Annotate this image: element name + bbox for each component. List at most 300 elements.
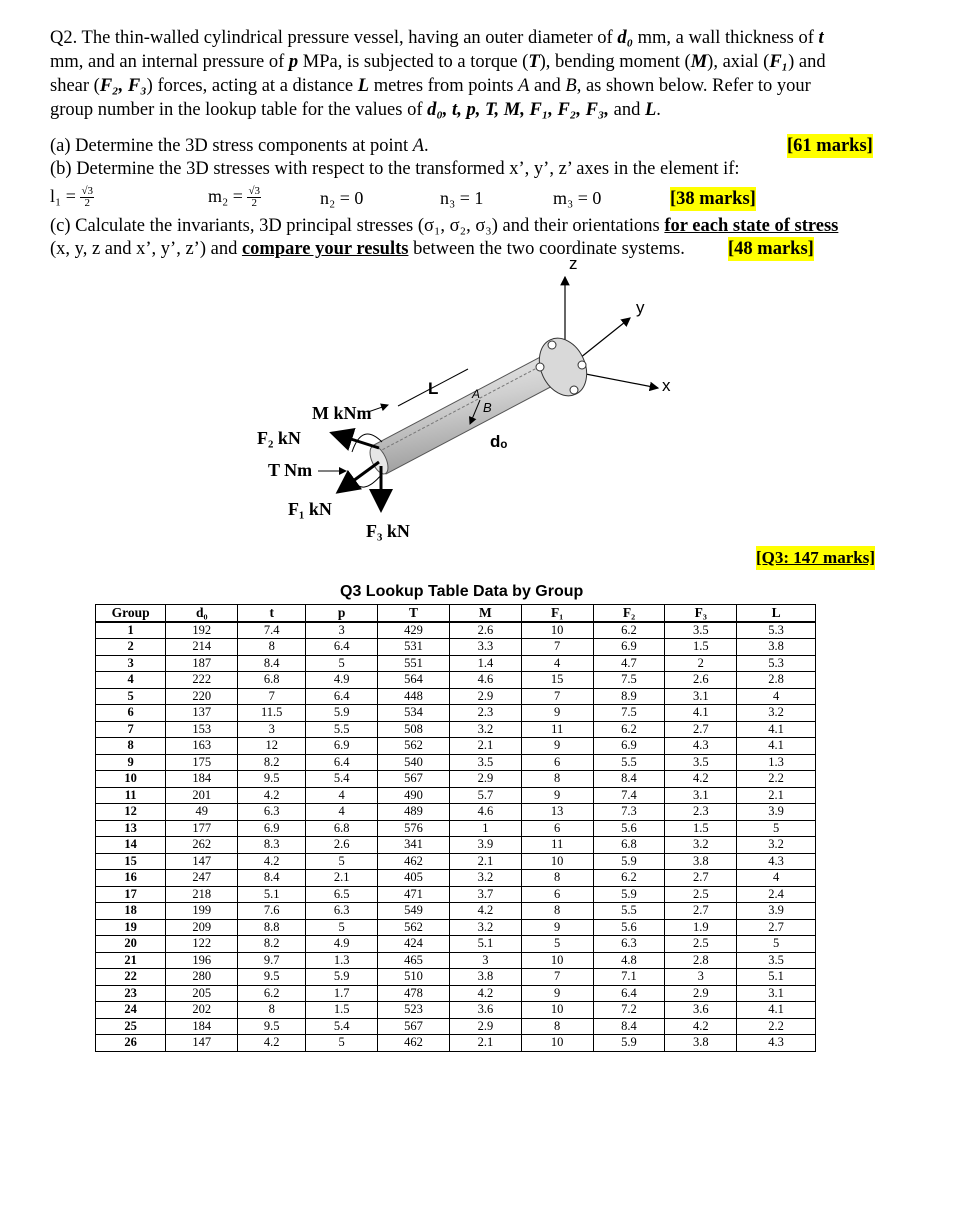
table-header-cell: d₀ [166, 605, 238, 622]
table-row [96, 705, 816, 722]
table-cell: 3.6 [449, 1002, 521, 1019]
group-number-cell: 5 [96, 688, 166, 705]
table-cell: 10 [521, 1002, 593, 1019]
table-cell: 3.2 [737, 837, 816, 854]
table-cell: 562 [378, 919, 450, 936]
table-cell: 8 [521, 1018, 593, 1035]
table-cell: 6.9 [593, 639, 665, 656]
table-cell: 6.3 [238, 804, 306, 821]
table-cell: 4.7 [593, 655, 665, 672]
table-cell: 4.2 [238, 853, 306, 870]
table-cell: 5.1 [737, 969, 816, 986]
table-cell: 192 [166, 622, 238, 639]
table-cell: 2.4 [737, 886, 816, 903]
table-cell: 4.9 [306, 672, 378, 689]
table-cell: 5 [306, 1035, 378, 1052]
table-cell: 1.5 [306, 1002, 378, 1019]
group-number-cell: 3 [96, 655, 166, 672]
table-cell: 2.7 [737, 919, 816, 936]
table-cell: 5 [306, 655, 378, 672]
table-title: Q3 Lookup Table Data by Group [340, 583, 584, 600]
table-cell: 1.7 [306, 985, 378, 1002]
table-cell: 448 [378, 688, 450, 705]
table-cell: 5.1 [238, 886, 306, 903]
table-cell: 10 [521, 622, 593, 639]
table-cell: 2.6 [665, 672, 737, 689]
table-cell: 2.3 [665, 804, 737, 821]
vessel-tube [372, 354, 560, 474]
table-cell: 214 [166, 639, 238, 656]
table-cell: 3.8 [665, 853, 737, 870]
table-cell: 3.5 [737, 952, 816, 969]
table-header-cell: Group [96, 605, 166, 622]
question-intro-line-2: mm, and an internal pressure of p MPa, is subjected to a torque (T), bending moment (M), axial (F₁) and [50, 52, 826, 72]
table-cell: 9 [521, 787, 593, 804]
table-cell: 2 [665, 655, 737, 672]
table-row [96, 672, 816, 689]
table-cell: 4.3 [665, 738, 737, 755]
bolt-hole [548, 341, 556, 349]
table-cell: 1.4 [449, 655, 521, 672]
table-cell: 187 [166, 655, 238, 672]
table-cell: 11 [521, 721, 593, 738]
group-number-cell: 4 [96, 672, 166, 689]
group-number-cell: 25 [96, 1018, 166, 1035]
group-number-cell: 19 [96, 919, 166, 936]
table-cell: 3.2 [449, 721, 521, 738]
question-intro-line-3: shear (F₂, F₃) forces, acting at a distance L metres from points A and B, as shown below. Refer to your [50, 76, 811, 96]
table-cell: 7.4 [238, 622, 306, 639]
table-cell: 5.4 [306, 1018, 378, 1035]
table-row [96, 936, 816, 953]
table-cell: 471 [378, 886, 450, 903]
f1-arrow [338, 462, 379, 492]
table-cell: 6.3 [593, 936, 665, 953]
table-cell: 196 [166, 952, 238, 969]
table-cell: 6.8 [593, 837, 665, 854]
table-cell: 3.1 [737, 985, 816, 1002]
table-cell: 6.9 [238, 820, 306, 837]
table-cell: 3.5 [665, 622, 737, 639]
table-cell: 2.1 [449, 738, 521, 755]
table-cell: 5.9 [306, 969, 378, 986]
table-cell: 2.3 [449, 705, 521, 722]
table-cell: 5.6 [593, 820, 665, 837]
table-cell: 7 [521, 688, 593, 705]
table-cell: 9 [521, 919, 593, 936]
table-cell: 205 [166, 985, 238, 1002]
table-cell: 7 [238, 688, 306, 705]
table-cell: 6.5 [306, 886, 378, 903]
table-cell: 7 [521, 969, 593, 986]
table-cell: 8.8 [238, 919, 306, 936]
group-number-cell: 11 [96, 787, 166, 804]
table-cell: 5.4 [306, 771, 378, 788]
table-cell: 2.9 [449, 771, 521, 788]
table-cell: 4.1 [737, 1002, 816, 1019]
table-cell: 4.1 [737, 721, 816, 738]
table-cell: 5.6 [593, 919, 665, 936]
group-number-cell: 1 [96, 622, 166, 639]
table-cell: 551 [378, 655, 450, 672]
table-cell: 2.5 [665, 886, 737, 903]
table-cell: 8.2 [238, 754, 306, 771]
table-cell: 247 [166, 870, 238, 887]
table-cell: 5.9 [306, 705, 378, 722]
group-number-cell: 16 [96, 870, 166, 887]
length-label: L [428, 379, 439, 398]
table-header-cell: M [449, 605, 521, 622]
table-cell: 3.9 [737, 903, 816, 920]
table-cell: 5.9 [593, 1035, 665, 1052]
table-cell: 534 [378, 705, 450, 722]
q3-marks: [Q3: 147 marks] [756, 546, 875, 570]
table-cell: 4.1 [737, 738, 816, 755]
table-cell: 4.2 [238, 1035, 306, 1052]
table-cell: 3.8 [665, 1035, 737, 1052]
group-number-cell: 17 [96, 886, 166, 903]
table-cell: 6.2 [238, 985, 306, 1002]
table-cell: 4.9 [306, 936, 378, 953]
table-cell: 5.9 [593, 886, 665, 903]
table-cell: 465 [378, 952, 450, 969]
table-cell: 2.2 [737, 771, 816, 788]
group-number-cell: 15 [96, 853, 166, 870]
table-cell: 122 [166, 936, 238, 953]
table-cell: 4.2 [665, 1018, 737, 1035]
table-cell: 8.4 [593, 1018, 665, 1035]
bolt-hole [536, 363, 544, 371]
table-cell: 10 [521, 853, 593, 870]
table-cell: 2.8 [737, 672, 816, 689]
lookup-table [95, 604, 816, 1052]
table-cell: 7.5 [593, 672, 665, 689]
table-cell: 1.5 [665, 820, 737, 837]
table-cell: 6 [521, 754, 593, 771]
table-cell: 15 [521, 672, 593, 689]
table-row [96, 738, 816, 755]
table-row [96, 870, 816, 887]
table-header-cell: F₁ [521, 605, 593, 622]
point-b-label: B [483, 400, 492, 415]
table-cell: 3.2 [665, 837, 737, 854]
table-cell: 1 [449, 820, 521, 837]
group-number-cell: 26 [96, 1035, 166, 1052]
group-number-cell: 10 [96, 771, 166, 788]
table-row [96, 721, 816, 738]
table-row [96, 787, 816, 804]
table-cell: 5.5 [593, 754, 665, 771]
table-cell: 8 [521, 771, 593, 788]
group-number-cell: 7 [96, 721, 166, 738]
table-cell: 3 [665, 969, 737, 986]
y-axis-label: y [636, 298, 645, 317]
table-cell: 3.8 [737, 639, 816, 656]
table-cell: 7.4 [593, 787, 665, 804]
table-cell: 508 [378, 721, 450, 738]
table-header-cell: F₂ [593, 605, 665, 622]
table-row [96, 985, 816, 1002]
table-cell: 2.7 [665, 721, 737, 738]
table-cell: 7.2 [593, 1002, 665, 1019]
group-number-cell: 12 [96, 804, 166, 821]
table-cell: 2.2 [737, 1018, 816, 1035]
table-body [96, 622, 816, 1052]
table-cell: 9.5 [238, 771, 306, 788]
table-cell: 4.6 [449, 672, 521, 689]
table-row [96, 771, 816, 788]
group-number-cell: 23 [96, 985, 166, 1002]
table-cell: 4.2 [238, 787, 306, 804]
table-cell: 10 [521, 1035, 593, 1052]
table-cell: 405 [378, 870, 450, 887]
table-cell: 2.5 [665, 936, 737, 953]
table-cell: 429 [378, 622, 450, 639]
table-cell: 280 [166, 969, 238, 986]
table-cell: 6.9 [306, 738, 378, 755]
m2-fraction: $\frac{√3}{2}$ [248, 185, 260, 210]
table-cell: 2.9 [449, 688, 521, 705]
table-cell: 4.2 [665, 771, 737, 788]
table-cell: 2.7 [665, 903, 737, 920]
table-cell: 6.8 [306, 820, 378, 837]
table-cell: 5 [306, 919, 378, 936]
table-cell: 3 [238, 721, 306, 738]
group-number-cell: 8 [96, 738, 166, 755]
table-cell: 3.5 [449, 754, 521, 771]
table-cell: 3.5 [665, 754, 737, 771]
table-cell: 201 [166, 787, 238, 804]
table-cell: 5.9 [593, 853, 665, 870]
table-cell: 4.8 [593, 952, 665, 969]
table-cell: 5.3 [737, 622, 816, 639]
part-a-text: (a) Determine the 3D stress components at point A. [50, 136, 429, 156]
table-cell: 6.3 [306, 903, 378, 920]
table-row [96, 639, 816, 656]
table-cell: 2.9 [665, 985, 737, 1002]
table-cell: 3.2 [449, 870, 521, 887]
n3-cosine: n₃ = 1 [440, 188, 484, 208]
table-cell: 6 [521, 820, 593, 837]
f2-label: F₂ kN [257, 428, 301, 448]
table-cell: 3.2 [449, 919, 521, 936]
table-cell: 540 [378, 754, 450, 771]
table-cell: 3.1 [665, 787, 737, 804]
table-cell: 5.5 [306, 721, 378, 738]
table-cell: 6.2 [593, 870, 665, 887]
table-cell: 6.4 [306, 688, 378, 705]
bolt-hole [578, 361, 586, 369]
table-row [96, 1018, 816, 1035]
diameter-label: dₒ [490, 432, 508, 451]
table-cell: 5.5 [593, 903, 665, 920]
table-cell: 12 [238, 738, 306, 755]
table-cell: 510 [378, 969, 450, 986]
table-cell: 2.1 [449, 853, 521, 870]
moment-label: M kNm [312, 403, 372, 423]
table-cell: 489 [378, 804, 450, 821]
table-header-row [96, 605, 816, 622]
table-header-cell: T [378, 605, 450, 622]
table-row [96, 655, 816, 672]
table-cell: 6.4 [306, 639, 378, 656]
table-row [96, 754, 816, 771]
group-number-cell: 9 [96, 754, 166, 771]
part-c-line-1: (c) Calculate the invariants, 3D principal stresses (σ₁, σ₂, σ₃) and their orientations for each state of stress [50, 216, 839, 236]
table-cell: 2.1 [737, 787, 816, 804]
table-cell: 4 [306, 804, 378, 821]
table-cell: 10 [521, 952, 593, 969]
table-cell: 147 [166, 853, 238, 870]
group-number-cell: 22 [96, 969, 166, 986]
table-cell: 8 [238, 1002, 306, 1019]
table-cell: 137 [166, 705, 238, 722]
table-cell: 9.5 [238, 969, 306, 986]
table-cell: 2.6 [306, 837, 378, 854]
part-b-text: (b) Determine the 3D stresses with respect to the transformed x’, y’, z’ axes in the element if: [50, 159, 740, 179]
table-cell: 5.1 [449, 936, 521, 953]
table-cell: 7.3 [593, 804, 665, 821]
table-cell: 6.2 [593, 622, 665, 639]
f3-label: F₃ kN [366, 521, 410, 541]
z-axis-label: z [569, 254, 578, 273]
table-cell: 462 [378, 1035, 450, 1052]
group-number-cell: 14 [96, 837, 166, 854]
table-cell: 8 [521, 870, 593, 887]
table-cell: 8.2 [238, 936, 306, 953]
table-row [96, 952, 816, 969]
part-c-marks: [48 marks] [728, 239, 814, 259]
table-cell: 7.1 [593, 969, 665, 986]
table-cell: 49 [166, 804, 238, 821]
table-cell: 549 [378, 903, 450, 920]
group-number-cell: 6 [96, 705, 166, 722]
table-cell: 175 [166, 754, 238, 771]
table-cell: 209 [166, 919, 238, 936]
table-cell: 9 [521, 738, 593, 755]
table-header-cell: t [238, 605, 306, 622]
table-cell: 478 [378, 985, 450, 1002]
table-cell: 163 [166, 738, 238, 755]
table-cell: 341 [378, 837, 450, 854]
table-cell: 4.1 [665, 705, 737, 722]
table-row [96, 804, 816, 821]
table-cell: 7.5 [593, 705, 665, 722]
table-cell: 5 [306, 853, 378, 870]
table-cell: 4.2 [449, 903, 521, 920]
table-cell: 7 [521, 639, 593, 656]
question-intro-line-4: group number in the lookup table for the values of d₀, t, p, T, M, F₁, F₂, F₃, and L. [50, 100, 661, 120]
table-cell: 6 [521, 886, 593, 903]
table-cell: 1.3 [737, 754, 816, 771]
table-row [96, 1002, 816, 1019]
table-cell: 4.3 [737, 853, 816, 870]
torque-curl [352, 474, 382, 487]
table-cell: 4.2 [449, 985, 521, 1002]
x-axis-label: x [662, 376, 671, 395]
table-cell: 3.8 [449, 969, 521, 986]
table-cell: 567 [378, 1018, 450, 1035]
table-cell: 4.3 [737, 1035, 816, 1052]
part-c-line-2: (x, y, z and x’, y’, z’) and compare your results between the two coordinate systems. [50, 239, 685, 259]
f1-label: F₁ kN [288, 499, 332, 519]
table-cell: 462 [378, 853, 450, 870]
table-cell: 6.2 [593, 721, 665, 738]
table-cell: 8 [238, 639, 306, 656]
group-number-cell: 2 [96, 639, 166, 656]
bolt-hole [570, 386, 578, 394]
table-cell: 3.9 [737, 804, 816, 821]
table-cell: 5.3 [737, 655, 816, 672]
table-cell: 184 [166, 1018, 238, 1035]
group-number-cell: 24 [96, 1002, 166, 1019]
group-number-cell: 13 [96, 820, 166, 837]
table-cell: 4.6 [449, 804, 521, 821]
table-cell: 3.2 [737, 705, 816, 722]
table-cell: 6.4 [593, 985, 665, 1002]
table-cell: 4 [306, 787, 378, 804]
table-cell: 2.8 [665, 952, 737, 969]
table-cell: 9.7 [238, 952, 306, 969]
m2-cosine: m₂ = $\frac{√3}{2}$ [208, 185, 260, 210]
table-cell: 202 [166, 1002, 238, 1019]
point-a-label: A [472, 387, 481, 401]
table-cell: 9 [521, 985, 593, 1002]
table-header-cell: p [306, 605, 378, 622]
table-row [96, 622, 816, 639]
table-cell: 9 [521, 705, 593, 722]
table-row [96, 919, 816, 936]
table-cell: 5 [737, 936, 816, 953]
table-row [96, 820, 816, 837]
table-cell: 4 [737, 870, 816, 887]
table-row [96, 1035, 816, 1052]
table-cell: 6.4 [306, 754, 378, 771]
table-cell: 3 [449, 952, 521, 969]
table-cell: 562 [378, 738, 450, 755]
table-cell: 3.6 [665, 1002, 737, 1019]
question-intro-line-1: Q2. The thin-walled cylindrical pressure vessel, having an outer diameter of d₀ mm, a wall thickness of t [50, 28, 824, 48]
table-cell: 262 [166, 837, 238, 854]
table-cell: 490 [378, 787, 450, 804]
table-cell: 3.9 [449, 837, 521, 854]
table-cell: 523 [378, 1002, 450, 1019]
table-cell: 218 [166, 886, 238, 903]
table-cell: 147 [166, 1035, 238, 1052]
l1-cosine: l₁ = $\frac{√3}{2}$ [50, 185, 93, 210]
table-cell: 576 [378, 820, 450, 837]
table-cell: 5 [521, 936, 593, 953]
n2-cosine: n₂ = 0 [320, 188, 364, 208]
table-cell: 2.1 [306, 870, 378, 887]
table-cell: 1.3 [306, 952, 378, 969]
l1-fraction: $\frac{√3}{2}$ [81, 185, 93, 210]
table-cell: 222 [166, 672, 238, 689]
table-cell: 3 [306, 622, 378, 639]
table-cell: 153 [166, 721, 238, 738]
table-cell: 13 [521, 804, 593, 821]
table-cell: 2.7 [665, 870, 737, 887]
table-row [96, 886, 816, 903]
table-cell: 424 [378, 936, 450, 953]
torque-label: T Nm [268, 460, 313, 480]
table-cell: 3.7 [449, 886, 521, 903]
table-cell: 7.6 [238, 903, 306, 920]
table-cell: 567 [378, 771, 450, 788]
table-cell: 4 [521, 655, 593, 672]
group-number-cell: 18 [96, 903, 166, 920]
table-cell: 3.3 [449, 639, 521, 656]
